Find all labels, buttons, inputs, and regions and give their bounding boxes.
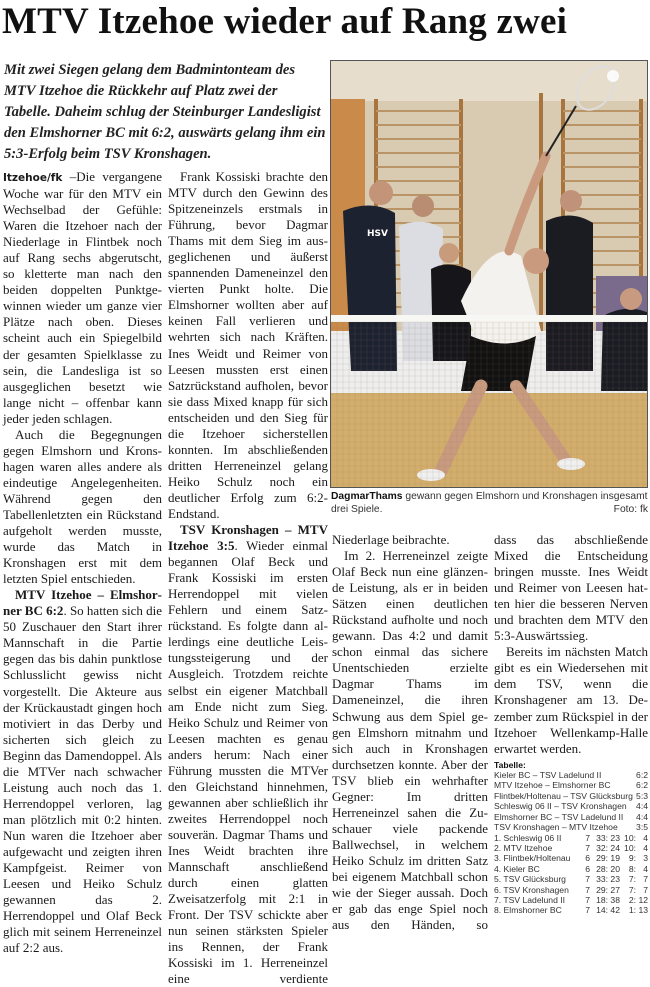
standings-row bbox=[494, 853, 648, 863]
paragraph bbox=[168, 522, 328, 987]
article-column-1 bbox=[3, 169, 162, 956]
paragraph bbox=[3, 587, 162, 956]
result-match: Schleswig 06 II – TSV Kronshagen bbox=[494, 801, 627, 812]
games: 6 bbox=[585, 853, 590, 864]
sets: 32: 24 bbox=[596, 842, 620, 853]
standings-row bbox=[494, 864, 648, 874]
points: 1: bbox=[628, 905, 636, 916]
points-against: 13 bbox=[638, 905, 648, 916]
result-score: 6:2 bbox=[636, 780, 648, 791]
team: 8. Elmshorner BC bbox=[494, 905, 562, 916]
paragraph: dass das abschließende Mixed die Entscheidung bringen musste. Ines Weidt und Reimer von Leesen hatten hier die besseren Nerven und brachten dem MTV den 5:3-Auswärtssieg. bbox=[494, 532, 648, 644]
points: 7: bbox=[628, 884, 636, 895]
shirt-logo: HSV bbox=[367, 229, 388, 239]
points: 8: bbox=[628, 863, 636, 874]
result-match: MTV Itzehoe – Elmshorner BC bbox=[494, 780, 611, 791]
paragraph-text: . So hatten sich die 50 Zuschauer den Start ihrer Mannschaft in die Partie gegen das bis dahin punktlose Schlusslicht gewiss nicht vorgestellt. Die Akteure aus der Krückaustadt gingen hoch motiviert in das Derby und sicherten sich gleich zu Beginn das Damendoppel. Als die MTVer nach schwacher Leistung auch noch das 1. Herrendoppel verloren, lag man plötzlich mit 0:2 hinten. Nun waren die Itzehoer aber aufgewacht und zeigten ihren Kampfgeist. Reimer von Leesen und Heiko Schulz gewannen das 2. Herrendoppel und Olaf Beck glich mit seinem Herreneinzel auf 2:2 aus. bbox=[3, 603, 163, 956]
paragraph: Auch die Begegnungen gegen Elmshorn und Kronshagen waren alles andere als eindeutige Angelegenheiten. Während gegen den Tabellenletzten ein Rückstand aufgeholt werden musste, wurde das Match in Kronshagen erst mit dem letzten Spiel entschieden. bbox=[3, 426, 162, 587]
article-column-4 bbox=[494, 532, 648, 916]
team: 6. TSV Kronshagen bbox=[494, 884, 569, 895]
paragraph-text: –Die vergangene Woche war für den MTV ein Wechselbad der Gefühle: Waren die Itzehoer nach der Niederlage in Flintbek noch auf Rang sechs abgerutscht, so kletterte man nach den beiden doppelten Punktgewinnen wieder um ganze vier Plätze nach oben. Dieses scheint auch ein Spiegelbild der gesamten Spielklasse zu sein, die Landesliga ist so ausgeglichen besetzt wie lange nicht – offenbar kann jeder jeden schlagen. bbox=[3, 169, 162, 426]
sets: 29: 19 bbox=[596, 853, 620, 864]
team: 4. Kieler BC bbox=[494, 863, 540, 874]
standings-row bbox=[494, 874, 648, 884]
games: 7 bbox=[585, 842, 590, 853]
result-score: 6:2 bbox=[636, 770, 648, 781]
paragraph bbox=[3, 169, 162, 427]
team: 2. MTV Itzehoe bbox=[494, 842, 553, 853]
result-score: 4:4 bbox=[636, 811, 648, 822]
result-row bbox=[494, 801, 648, 811]
games: 6 bbox=[585, 863, 590, 874]
result-score: 4:4 bbox=[636, 801, 648, 812]
result-row bbox=[494, 822, 648, 832]
points-against: 7 bbox=[643, 884, 648, 895]
team: 7. TSV Ladelund II bbox=[494, 894, 566, 905]
paragraph-text: . Wieder einmal begannen Olaf Beck und Frank Kossiski im ersten Herrendoppel mit vielen Fehlern und einem Satzrückstand. Es folgte dann allerdings eine deutliche Leistungssteigerung und der Ausgleich. Trotzdem reichte selbst ein eigener Matchball am Ende nicht zum Sieg. Heiko Schulz und Reimer von Leesen machten es genau anders herum: Nach einer Führung mussten die MTVer den Gleichstand hinnehmen, gewannen aber schließlich ihr zweites Herrendoppel noch souverän. Dagmar Thams und Ines Weidt brachten ihre Mannschaft anschließend durch einen glatten Zweisatzerfolg mit 2:1 in Front. Der TSV schickte aber nun seinen stärksten Spieler ins Rennen, der Frank Kossiski im 1. Herreneinzel eine verdiente bbox=[168, 538, 328, 987]
points-against: 4 bbox=[643, 863, 648, 874]
sets: 18: 38 bbox=[596, 894, 620, 905]
result-row bbox=[494, 770, 648, 780]
intro-teaser: Mit zwei Siegen gelang dem Badmintonteam des MTV Itzehoe die Rückkehr auf Platz zwei der Tabelle. Daheim schlug der Steinburger Landesligist den Elmshorner BC mit 6:2, auswärts gelang ihm ein 5:3-Erfolg beim TSV Kronshagen. bbox=[4, 62, 326, 162]
league-table bbox=[494, 760, 648, 916]
points-against: 4 bbox=[643, 832, 648, 843]
photo-caption bbox=[331, 490, 648, 516]
points-against: 3 bbox=[643, 853, 648, 864]
paragraph: Frank Kossiski brachte den MTV durch den Gewinn des Spitzeneinzels erstmals in Führung, bevor Dagmar Thams mit dem Sieg im ausgeglichenen und äußerst spannenden Dameneinzel den vierten Punkt holte. Die Elmshorner wollten aber auf keinen Fall verlieren und wehrten sich nach Kräften. Ines Weidt und Reimer von Leesen mussten erst einen Satzrückstand aufholen, bevor sie dass Mixed knapp für sich entscheiden und den Sieg für die Itzehoer sicherstellen konnten. Im abschließenden dritten Herreneinzel gelang Heiko Schulz noch ein deutlicher Erfolg zum 6:2-Endstand. bbox=[168, 169, 328, 521]
result-row bbox=[494, 791, 648, 801]
points: 2: bbox=[628, 894, 636, 905]
team: 3. Flintbek/Holtenau bbox=[494, 853, 571, 864]
article-photo bbox=[330, 60, 648, 488]
subheading: MTV Itzehoe – Elmshorner BC 6:2 bbox=[3, 587, 162, 619]
standings-row bbox=[494, 905, 648, 915]
result-score: 5:3 bbox=[636, 790, 648, 801]
caption-name: DagmarThams bbox=[331, 491, 403, 502]
points: 9: bbox=[628, 853, 636, 864]
standings-row bbox=[494, 843, 648, 853]
subheading: TSV Kronshagen – MTV Itzehoe 3:5 bbox=[168, 522, 328, 554]
sets: 29: 27 bbox=[596, 884, 620, 895]
sets: 33: 23 bbox=[596, 874, 620, 885]
points: 7: bbox=[628, 874, 636, 885]
result-row bbox=[494, 812, 648, 822]
games: 7 bbox=[585, 832, 590, 843]
standings-row bbox=[494, 895, 648, 905]
article-column-3 bbox=[332, 532, 488, 933]
results-list bbox=[494, 770, 648, 832]
points: 10: bbox=[624, 832, 636, 843]
result-score: 3:5 bbox=[636, 822, 648, 833]
standings-row bbox=[494, 885, 648, 895]
caption-text: gewann gegen Elmshorn und Kronshagen insgesamt drei Spiele. bbox=[331, 491, 648, 515]
table-title: Tabelle: bbox=[494, 759, 526, 770]
games: 7 bbox=[585, 894, 590, 905]
result-row bbox=[494, 780, 648, 790]
points: 10: bbox=[624, 842, 636, 853]
badminton-player-photo bbox=[331, 61, 648, 488]
article-column-2 bbox=[168, 169, 328, 987]
paragraph: Bereits im nächsten Match gibt es ein Wiedersehen mit dem TSV, wenn die Kronshagener am 13. Dezember zum Rückspiel in der Itzehoer Wellenkamp-Halle erwartet werden. bbox=[494, 644, 648, 756]
result-match: Flintbek/Holtenau – TSV Glücksburg bbox=[494, 790, 633, 801]
sets: 33: 23 bbox=[596, 832, 620, 843]
standings-list bbox=[494, 833, 648, 916]
team: 1. Schleswig 06 II bbox=[494, 832, 562, 843]
games: 7 bbox=[585, 905, 590, 916]
paragraph: Im 2. Herreneinzel zeigte Olaf Beck nun eine glänzende Leistung, als er in beiden Sätzen einen deutlichen Rückstand aufholte und noch gewann. Das 4:2 und damit schon einmal das sichere Unentschieden erzielte Dagmar Thams im Dameneinzel, die ihren Schwung aus dem Spiel gegen Elmshorn mitnahm und sich auch in Kronshagen durchsetzen konnte. Aber der TSV blieb ein wehrhafter Gegner: Im dritten Herreneinzel sahen die Zuschauer viele packende Ballwechsel, in welchem Heiko Schulz im dritten Satz bei eigenem Matchball schon wie der Sieger aussah. Doch er gab das enge Spiel noch aus den Händen, so bbox=[332, 548, 488, 933]
result-match: Elmshorner BC – TSV Ladelund II bbox=[494, 811, 624, 822]
games: 7 bbox=[585, 874, 590, 885]
result-match: Kieler BC – TSV Ladelund II bbox=[494, 770, 602, 781]
points-against: 7 bbox=[643, 874, 648, 885]
dateline: Itzehoe/fk bbox=[3, 172, 63, 184]
result-match: TSV Kronshagen – MTV Itzehoe bbox=[494, 822, 618, 833]
points-against: 4 bbox=[643, 842, 648, 853]
team: 5. TSV Glücksburg bbox=[494, 874, 566, 885]
sets: 14: 42 bbox=[596, 905, 620, 916]
points-against: 12 bbox=[638, 894, 648, 905]
headline: MTV Itzehoe wieder auf Rang zwei bbox=[2, 1, 568, 42]
games: 7 bbox=[585, 884, 590, 895]
paragraph: Niederlage beibrachte. bbox=[332, 532, 450, 547]
photo-credit: Foto: fk bbox=[613, 504, 648, 515]
standings-row bbox=[494, 833, 648, 843]
sets: 28: 20 bbox=[596, 863, 620, 874]
